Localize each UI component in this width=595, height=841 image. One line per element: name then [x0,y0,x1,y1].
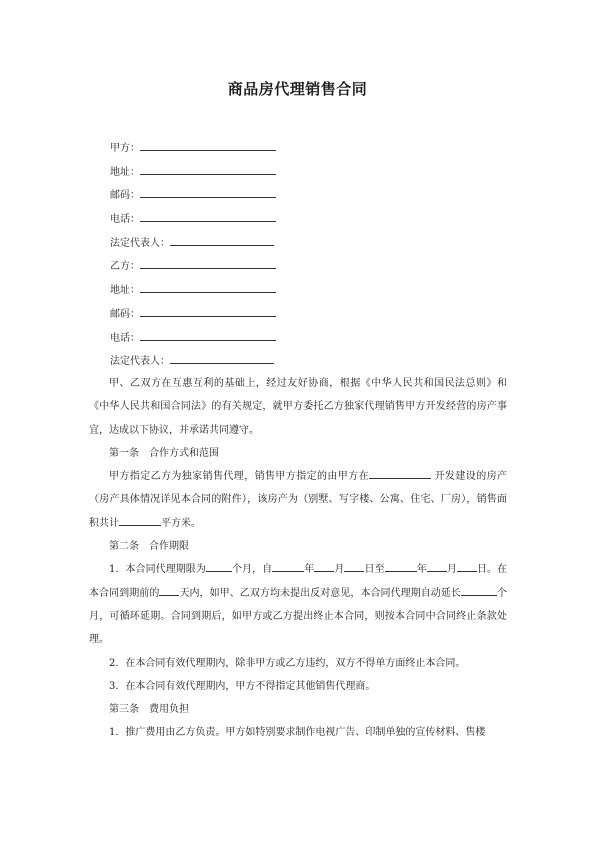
article-2-item-1-text-e: 日至 [364,564,385,576]
party-b-name-blank[interactable] [140,258,276,269]
party-a-address-field [110,164,510,188]
article-2-item-1 [89,558,507,651]
article-2-item-1-text-h: 日。在本合同到期前的 [89,564,508,599]
party-b-representative-label: 法定代表人： [110,356,170,368]
party-a-representative-label: 法定代表人： [110,237,170,249]
party-b-postcode-label: 邮码： [110,308,140,320]
party-a-representative-field [110,235,510,259]
term-months-blank[interactable] [206,561,232,572]
development-location-blank[interactable] [369,468,431,479]
article-2-item-1-text-a: 1．本合同代理期限为 [109,564,206,576]
party-b-name-field [110,258,510,282]
article-3-heading: 第三条 费用负担 [109,704,189,716]
article-1-text-a: 甲方指定乙方为独家销售代理，销售甲方指定的由甲方在 [109,471,370,483]
party-a-postcode-label: 邮码： [110,190,140,202]
sales-area-blank[interactable] [119,515,161,526]
article-2-item-1-text-b: 个月，自 [231,564,273,576]
party-a-name-field [110,140,510,164]
end-year-blank[interactable] [385,561,417,572]
article-2-item-1-text-f: 年 [416,564,427,576]
article-1-paragraph [89,465,507,535]
party-a-address-blank[interactable] [140,164,276,175]
end-month-blank[interactable] [427,561,447,572]
article-1-text-c: 平方米。 [161,517,201,529]
party-b-name-label: 乙方： [110,261,140,273]
party-a-address-label: 地址： [110,166,140,178]
article-3-item-1: 1．推广费用由乙方负责。甲方如特别要求制作电视广告、印制单独的宣传材料、售楼 [109,727,486,739]
party-a-name-blank[interactable] [140,140,276,151]
start-month-blank[interactable] [314,561,334,572]
article-1-heading: 第一条 合作方式和范围 [109,447,219,459]
party-a-postcode-blank[interactable] [140,187,276,198]
party-a-phone-field [110,211,510,235]
article-1-text-b: 开发建设的房产（房产具体情况详见本合同的附件），该房产为（别墅、写字楼、公寓、住宅、厂房），销售面积共计 [89,471,508,529]
party-b-phone-label: 电话： [110,332,140,344]
party-a-postcode-field [110,187,510,211]
party-b-representative-blank[interactable] [170,353,274,364]
article-2-item-3: 3．在本合同有效代理期内，甲方不得指定其他销售代理商。 [109,680,376,692]
extension-months-blank[interactable] [461,585,497,596]
document-title: 商品房代理销售合同 [227,80,368,98]
party-b-postcode-blank[interactable] [140,306,276,317]
preamble-paragraph: 甲、乙双方在互惠互利的基础上，经过友好协商，根据《中华人民共和国民法总则》和《中华人民共和国合同法》的有关规定，就甲方委托乙方独家代理销售甲方开发经营的房产事宜，达成以下协议，并承诺共同遵守。 [89,378,507,436]
party-b-phone-blank[interactable] [140,330,276,341]
end-day-blank[interactable] [457,561,477,572]
article-2-item-1-text-d: 月 [334,564,345,576]
party-b-address-label: 地址： [110,285,140,297]
party-b-phone-field [110,330,510,354]
party-b-postcode-field [110,306,510,330]
notice-days-blank[interactable] [159,585,179,596]
contract-body [89,372,507,745]
party-a-representative-blank[interactable] [170,235,274,246]
party-a-name-label: 甲方： [110,143,140,154]
article-2-item-2: 2．在本合同有效代理期内，除非甲方或乙方违约，双方不得单方面终止本合同。 [109,657,466,669]
party-info-list [110,140,510,377]
article-2-item-1-text-i: 天内，如甲、乙双方均未提出反对意见，本合同代理期自动延长 [179,587,461,599]
party-a-phone-label: 电话： [110,214,140,226]
party-b-address-blank[interactable] [140,282,276,293]
article-2-item-1-text-c: 年 [304,564,315,576]
start-day-blank[interactable] [344,561,364,572]
party-b-address-field [110,282,510,306]
article-2-item-1-text-j: 个月，可循环延期。合同到期后，如甲方或乙方提出终止本合同，则按本合同中合同终止条款处理。 [89,587,508,646]
article-2-heading: 第二条 合作期限 [109,541,189,553]
article-2-item-1-text-g: 月 [446,564,457,576]
party-a-phone-blank[interactable] [140,211,276,222]
start-year-blank[interactable] [272,561,304,572]
